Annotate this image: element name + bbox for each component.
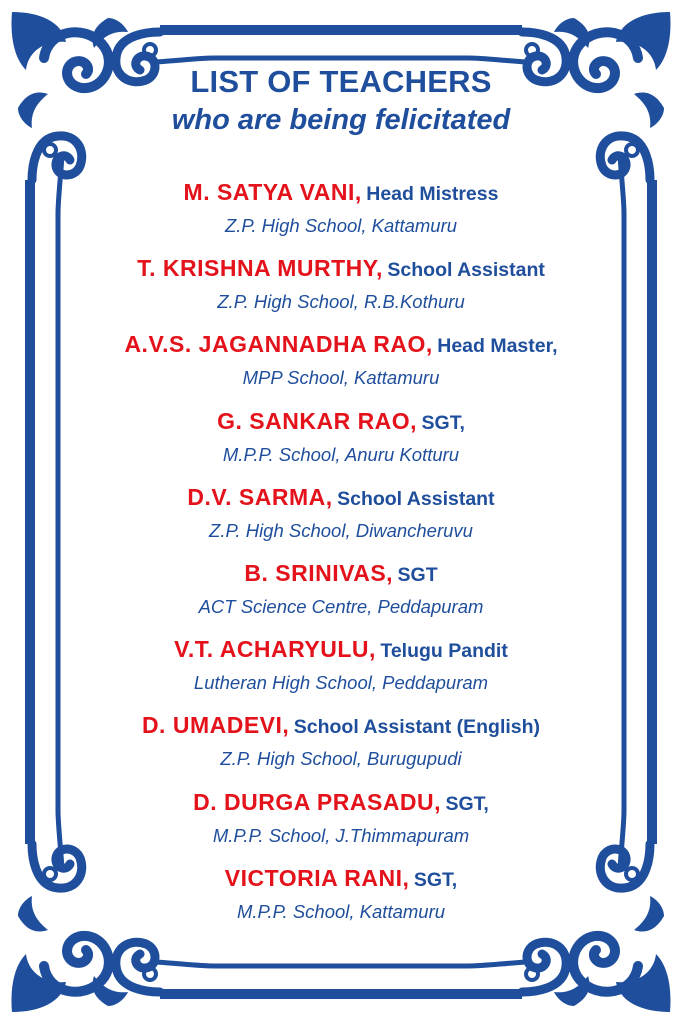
teacher-name: D. UMADEVI, (141, 712, 290, 739)
teacher-entry (60, 176, 622, 252)
teacher-entry (60, 633, 622, 709)
teacher-role: Head Master, (437, 335, 558, 358)
teacher-role: School Assistant (337, 487, 495, 510)
poster-subtitle: who are being felicitated (171, 104, 511, 136)
teacher-role: SGT, (421, 411, 465, 434)
teacher-role: School Assistant (English) (293, 716, 541, 739)
teacher-name: M. SATYA VANI, (183, 179, 362, 205)
teacher-name: D.V. SARMA, (187, 483, 333, 510)
teacher-entry (60, 252, 622, 328)
teacher-name: D. DURGA PRASADU, (193, 788, 442, 815)
teacher-school: MPP School, Kattamuru (242, 367, 440, 389)
teacher-school: M.P.P. School, Anuru Kotturu (222, 443, 460, 465)
teacher-school: Lutheran High School, Peddapuram (193, 672, 489, 694)
teacher-school: Z.P. High School, Kattamuru (224, 215, 458, 236)
teacher-role: SGT, (445, 792, 489, 815)
teacher-name: T. KRISHNA MURTHY, (137, 255, 383, 282)
teacher-entry (60, 786, 622, 862)
teacher-name: V.T. ACHARYULU, (174, 636, 376, 663)
teacher-name: A.V.S. JAGANNADHA RAO, (124, 331, 433, 358)
teacher-entry (60, 481, 622, 557)
teacher-role: SGT (397, 563, 438, 586)
teacher-role: School Assistant (387, 259, 545, 282)
teacher-school: Z.P. High School, Burugupudi (220, 748, 462, 770)
teacher-school: ACT Science Centre, Peddapuram (198, 595, 484, 617)
teacher-name: VICTORIA RANI, (224, 864, 410, 891)
teacher-role: Head Mistress (366, 183, 499, 205)
teacher-entry (60, 328, 622, 404)
teacher-name: B. SRINIVAS, (244, 559, 394, 586)
teacher-entry (60, 709, 622, 785)
teacher-school: M.P.P. School, Kattamuru (236, 900, 446, 922)
teacher-role: Telugu Pandit (380, 640, 508, 663)
teacher-entry (60, 862, 622, 938)
teacher-role: SGT, (413, 868, 458, 891)
teacher-list (60, 176, 622, 938)
poster-content (60, 62, 622, 938)
teacher-school: Z.P. High School, R.B.Kothuru (217, 291, 465, 313)
teacher-name: G. SANKAR RAO, (217, 407, 418, 434)
teacher-school: M.P.P. School, J.Thimmapuram (212, 824, 470, 846)
teacher-entry (60, 405, 622, 481)
teacher-entry (60, 557, 622, 633)
teacher-school: Z.P. High School, Diwancheruvu (209, 519, 473, 541)
poster-title: LIST OF TEACHERS (190, 64, 492, 99)
